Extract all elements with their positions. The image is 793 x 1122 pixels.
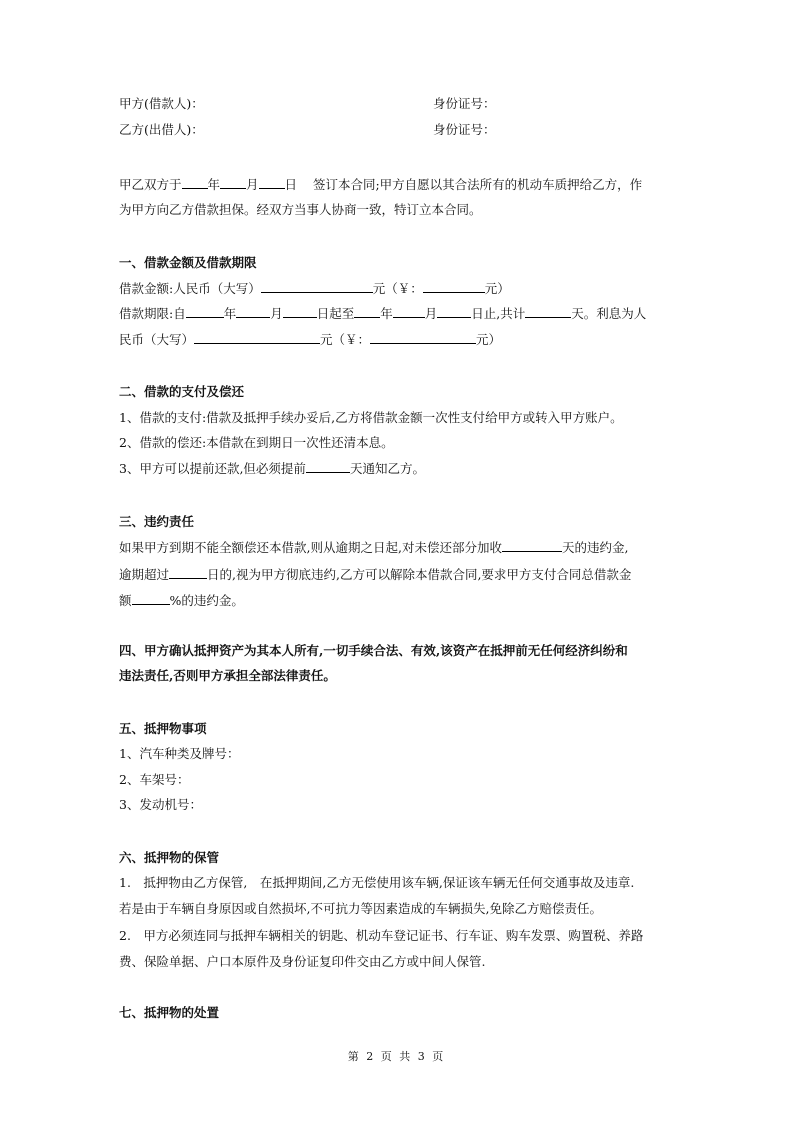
section-4-line-1	[119, 643, 628, 659]
blank-field[interactable]	[132, 592, 170, 605]
party-b-id-label: 身份证号：	[433, 122, 496, 137]
party-b-id-line	[433, 122, 496, 138]
party-b-label: 乙方(出借人)：	[119, 122, 204, 137]
section-1-title	[119, 255, 257, 271]
s5-item-2	[119, 772, 189, 788]
list-item: 1、汽车种类及牌号：	[119, 746, 240, 761]
section-6-title	[119, 850, 219, 866]
s2-item-2	[119, 435, 394, 451]
s6-item-2b	[119, 954, 485, 970]
unit-month: 月	[246, 177, 259, 192]
blank-field[interactable]	[393, 305, 425, 318]
section-title: 三、违约责任	[119, 514, 195, 529]
blank-field[interactable]	[236, 305, 270, 318]
s6-item-1a	[119, 875, 634, 891]
blank-field[interactable]	[169, 566, 207, 579]
text: 天通知乙方。	[349, 461, 425, 476]
text: 天。利息为人	[571, 306, 647, 321]
s5-item-1	[119, 746, 239, 762]
text: %的违约金。	[169, 593, 244, 608]
s2-item-1	[119, 410, 623, 426]
list-item: 2、车架号：	[119, 772, 190, 787]
blank-field[interactable]	[370, 331, 476, 344]
preamble-line-2	[119, 202, 482, 218]
list-item: 3、发动机号：	[119, 797, 202, 812]
blank-field[interactable]	[261, 280, 373, 293]
interest-line	[119, 331, 501, 348]
list-item: 费、保险单据、户口本原件及身份证复印件交由乙方或中间人保管.	[119, 954, 486, 969]
section-text: 四、甲方确认抵押资产为其本人所有,一切手续合法、有效,该资产在抵押前无任何经济纠纷和	[119, 643, 628, 658]
text: 借款期限:自	[119, 306, 186, 321]
s2-item-3	[119, 460, 425, 477]
s6-item-2a	[119, 928, 643, 944]
unit-day: 日	[284, 177, 298, 192]
s3-line-3	[119, 592, 244, 609]
text: 3、甲方可以提前还款,但必须提前	[119, 461, 306, 476]
blank-field[interactable]	[354, 305, 380, 318]
list-item: 2、借款的偿还:本借款在到期日一次性还清本息。	[119, 435, 394, 450]
text: 日的,视为甲方彻底违约,乙方可以解除本借款合同,要求甲方支付合同总借款金	[207, 567, 632, 582]
section-4-line-2	[119, 668, 336, 684]
text: 借款金额:人民币（大写）	[119, 281, 261, 296]
section-5-title	[119, 721, 207, 737]
text: 年	[223, 306, 237, 321]
section-2-title	[119, 384, 244, 400]
text: 元（￥：	[320, 332, 371, 347]
section-title: 一、借款金额及借款期限	[119, 255, 257, 270]
list-item: 2. 甲方必须连同与抵押车辆相关的钥匙、机动车登记证书、行车证、购车发票、购置税、养路	[119, 928, 644, 943]
text: 日止,共计	[471, 306, 526, 321]
blank-field[interactable]	[259, 176, 285, 189]
preamble-line-1	[119, 176, 642, 193]
s3-line-2	[119, 566, 631, 583]
blank-field[interactable]	[437, 305, 471, 318]
party-b-line	[119, 122, 204, 138]
preamble-text: 甲乙双方于	[119, 177, 182, 192]
section-title: 五、抵押物事项	[119, 721, 207, 736]
text: 元）	[484, 281, 510, 296]
list-item: 1. 抵押物由乙方保管, 在抵押期间,乙方无偿使用该车辆,保证该车辆无任何交通事故及违章.	[119, 875, 635, 890]
section-text: 违法责任,否则甲方承担全部法律责任。	[119, 668, 336, 683]
party-a-line	[119, 96, 204, 112]
section-3-title	[119, 514, 194, 530]
s5-item-3	[119, 797, 202, 813]
s6-item-1b	[119, 901, 602, 917]
section-title: 二、借款的支付及偿还	[119, 384, 245, 399]
text: 天的违约金,	[561, 540, 629, 555]
blank-field[interactable]	[283, 305, 317, 318]
blank-field[interactable]	[220, 176, 246, 189]
loan-term-line	[119, 305, 646, 322]
party-a-id-line	[433, 96, 496, 112]
preamble-text: 签订本合同;甲方自愿以其合法所有的机动车质押给乙方，作	[312, 177, 643, 192]
text: 如果甲方到期不能全额偿还本借款,则从逾期之日起,对未偿还部分加收	[119, 540, 502, 555]
text: 元）	[476, 332, 502, 347]
section-title: 七、抵押物的处置	[119, 1005, 220, 1020]
unit-year: 年	[207, 177, 221, 192]
list-item: 若是由于车辆自身原因或自然损坏,不可抗力等因素造成的车辆损失,免除乙方赔偿责任。	[119, 901, 602, 916]
list-item: 1、借款的支付:借款及抵押手续办妥后,乙方将借款金额一次性支付给甲方或转入甲方账户。	[119, 410, 623, 425]
text: 元（￥：	[372, 281, 423, 296]
blank-field[interactable]	[502, 539, 562, 552]
text: 民币（大写）	[119, 332, 195, 347]
section-title: 六、抵押物的保管	[119, 850, 220, 865]
text: 逾期超过	[119, 567, 170, 582]
blank-field[interactable]	[186, 305, 224, 318]
blank-field[interactable]	[182, 176, 208, 189]
loan-amount-line	[119, 280, 510, 297]
text: 日起至	[316, 306, 355, 321]
blank-field[interactable]	[194, 331, 320, 344]
text: 额	[119, 593, 132, 608]
blank-field[interactable]	[525, 305, 571, 318]
party-a-id-label: 身份证号：	[433, 96, 496, 111]
blank-field[interactable]	[423, 280, 485, 293]
text: 月	[424, 306, 438, 321]
text: 年	[380, 306, 393, 321]
page-number-footer: 第 2 页 共 3 页	[347, 1050, 446, 1063]
preamble-text: 为甲方向乙方借款担保。经双方当事人协商一致，特订立本合同。	[119, 202, 482, 217]
party-a-label: 甲方(借款人)：	[119, 96, 204, 111]
blank-field[interactable]	[306, 460, 350, 473]
text: 月	[270, 306, 283, 321]
section-7-title	[119, 1005, 219, 1021]
s3-line-1	[119, 539, 628, 556]
